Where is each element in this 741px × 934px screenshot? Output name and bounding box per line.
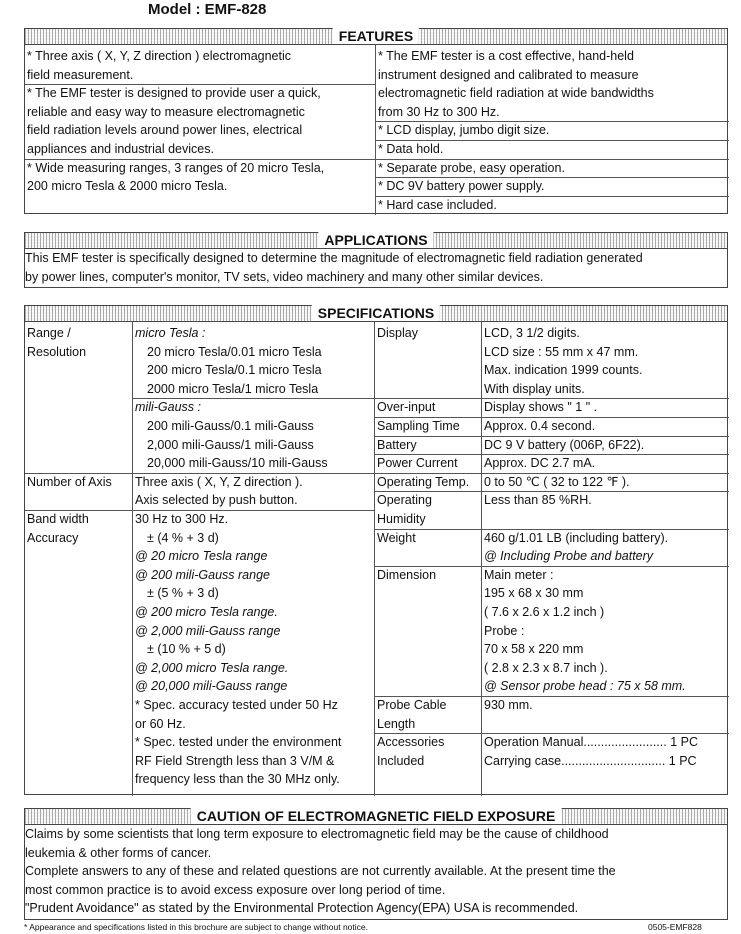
caution-heading: CAUTION OF ELECTROMAGNETIC FIELD EXPOSURE (191, 808, 562, 824)
spec-value: Approx. DC 2.7 mA. (484, 456, 596, 471)
spec-label: Weight (377, 530, 416, 545)
axis-value: Three axis ( X, Y, Z direction ). (135, 474, 303, 489)
spec-value: Operation Manual........................ 1 PC (484, 735, 698, 750)
spec-value: Display shows " 1 " . (484, 400, 598, 415)
feature-right-line: instrument designed and calibrated to measure (378, 67, 639, 82)
spec-value: 195 x 68 x 30 mm (484, 586, 584, 601)
bandwidth-line: @ 200 micro Tesla range. (135, 605, 278, 619)
spec-value: Max. indication 1999 counts. (484, 363, 643, 378)
spec-value: 0 to 50 ℃ ( 32 to 122 ℉ ). (484, 474, 630, 489)
spec-label: Sampling Time (377, 419, 460, 433)
spec-label: Humidity (377, 512, 426, 526)
spec-value: LCD, 3 1/2 digits. (484, 326, 580, 340)
column-divider (374, 321, 375, 796)
bandwidth-line: ± (4 % + 3 d) (147, 530, 219, 545)
application-line: This EMF tester is specifically designed to determine the magnitude of electromagnetic field radiation generated (25, 251, 643, 265)
range-mili-line: 20,000 mili-Gauss/10 mili-Gauss (147, 456, 328, 471)
footer-code: 0505-EMF828 (648, 922, 702, 932)
bandwidth-label: Accuracy (27, 530, 79, 545)
spec-label: Dimension (377, 567, 437, 582)
feature-left-line: * Wide measuring ranges, 3 ranges of 20 micro Tesla, (27, 160, 325, 175)
feature-right-line: * Separate probe, easy operation. (378, 160, 565, 175)
spec-value: 460 g/1.01 LB (including battery). (484, 530, 669, 545)
feature-right-line: * Data hold. (378, 142, 444, 156)
axis-value: Axis selected by push button. (135, 493, 298, 508)
bandwidth-line: RF Field Strength less than 3 V/M & (135, 753, 335, 768)
axis-label: Number of Axis (27, 474, 112, 489)
spec-label: Over-input (377, 400, 436, 415)
bandwidth-line: @ 2,000 mili-Gauss range (135, 623, 281, 638)
spec-value: LCD size : 55 mm x 47 mm. (484, 344, 639, 359)
bandwidth-line: or 60 Hz. (135, 716, 186, 731)
bandwidth-line: * Spec. tested under the environment (135, 735, 342, 750)
bandwidth-line: * Spec. accuracy tested under 50 Hz (135, 698, 338, 712)
spec-value: ( 7.6 x 2.6 x 1.2 inch ) (484, 605, 605, 619)
spec-label: Operating (377, 493, 432, 508)
bandwidth-line: @ 2,000 micro Tesla range. (135, 660, 289, 675)
feature-left-line: * Three axis ( X, Y, Z direction ) electromagnetic (27, 49, 292, 63)
bandwidth-line: 30 Hz to 300 Hz. (135, 512, 229, 526)
bandwidth-line: ± (5 % + 3 d) (147, 586, 219, 601)
range-micro-line: 20 micro Tesla/0.01 micro Tesla (147, 344, 322, 359)
range-micro-heading: micro Tesla : (135, 326, 206, 340)
spec-label: Display (377, 326, 418, 340)
range-micro-line: 2000 micro Tesla/1 micro Tesla (147, 381, 319, 396)
bandwidth-line: ± (10 % + 5 d) (147, 642, 226, 657)
caution-banner (25, 809, 727, 825)
feature-right-line: * DC 9V battery power supply. (378, 179, 545, 194)
feature-left-line: * The EMF tester is designed to provide user a quick, (27, 86, 321, 101)
feature-left-line: 200 micro Tesla & 2000 micro Tesla. (27, 179, 228, 194)
spec-value: 70 x 58 x 220 mm (484, 642, 584, 657)
spec-value: ( 2.8 x 2.3 x 8.7 inch ). (484, 660, 608, 675)
specifications-banner (25, 306, 727, 322)
caution-line: leukemia & other forms of cancer. (25, 845, 212, 860)
spec-value: Main meter : (484, 567, 554, 582)
feature-left-line: field radiation levels around power lines, electrical (27, 123, 303, 138)
specifications-section (24, 305, 728, 795)
spec-label: Battery (377, 437, 417, 452)
feature-left-line: appliances and industrial devices. (27, 142, 214, 156)
bandwidth-label: Band width (27, 512, 89, 526)
applications-banner (25, 233, 727, 249)
spec-label: Operating Temp. (377, 474, 470, 489)
spec-value: 930 mm. (484, 698, 533, 712)
column-divider (132, 321, 133, 796)
spec-value: Approx. 0.4 second. (484, 419, 596, 433)
footer-note: * Appearance and specifications listed in this brochure are subject to change without notice. (24, 922, 368, 932)
bandwidth-line: frequency less than the 30 MHz only. (135, 772, 340, 787)
range-mili-heading: mili-Gauss : (135, 400, 201, 415)
spec-value: Less than 85 %RH. (484, 493, 592, 508)
spec-value: Carrying case.............................. 1 PC (484, 753, 697, 768)
model-title: Model : EMF-828 (148, 1, 267, 18)
caution-line: "Prudent Avoidance" as stated by the Environmental Protection Agency(EPA) USA is recommended. (25, 901, 579, 916)
spec-label: Length (377, 716, 416, 731)
bandwidth-line: @ 20 micro Tesla range (135, 549, 268, 564)
caution-line: most common practice is to avoid excess exposure over long period of time. (25, 882, 446, 897)
spec-value-note: @ Including Probe and battery (484, 549, 654, 564)
application-line: by power lines, computer's monitor, TV sets, video machinery and many other similar devices. (25, 269, 544, 284)
spec-label: Included (377, 753, 425, 768)
feature-right-line: from 30 Hz to 300 Hz. (378, 104, 500, 119)
feature-right-line: * The EMF tester is a cost effective, hand-held (378, 49, 634, 63)
spec-value: With display units. (484, 381, 585, 396)
feature-left-line: field measurement. (27, 67, 134, 82)
range-label: Resolution (27, 344, 87, 359)
spec-label: Power Current (377, 456, 458, 471)
features-heading: FEATURES (333, 28, 419, 44)
bandwidth-line: @ 20,000 mili-Gauss range (135, 679, 288, 694)
column-divider (481, 321, 482, 796)
applications-section (24, 232, 728, 288)
range-label: Range / (27, 326, 71, 340)
feature-right-line: * Hard case included. (378, 197, 497, 212)
bandwidth-line: @ 200 mili-Gauss range (135, 567, 270, 582)
spec-label: Probe Cable (377, 698, 447, 712)
range-mili-line: 2,000 mili-Gauss/1 mili-Gauss (147, 437, 314, 452)
range-mili-line: 200 mili-Gauss/0.1 mili-Gauss (147, 419, 314, 433)
feature-left-line: reliable and easy way to measure electromagnetic (27, 104, 305, 119)
spec-value-note: @ Sensor probe head : 75 x 58 mm. (484, 679, 686, 694)
caution-line: Claims by some scientists that long term exposure to electromagnetic field may be the cause of childhood (25, 827, 609, 841)
caution-section (24, 808, 728, 920)
caution-line: Complete answers to any of these and related questions are not currently available. At the present time the (25, 864, 616, 879)
applications-heading: APPLICATIONS (318, 232, 433, 248)
feature-right-line: electromagnetic field radiation at wide bandwidths (378, 86, 654, 101)
feature-right-line: * LCD display, jumbo digit size. (378, 123, 550, 138)
spec-value: DC 9 V battery (006P, 6F22). (484, 437, 645, 452)
specifications-heading: SPECIFICATIONS (312, 305, 440, 321)
features-banner (25, 29, 727, 45)
spec-value: Probe : (484, 623, 525, 638)
features-section (24, 28, 728, 214)
spec-label: Accessories (377, 735, 445, 750)
range-micro-line: 200 micro Tesla/0.1 micro Tesla (147, 363, 322, 378)
